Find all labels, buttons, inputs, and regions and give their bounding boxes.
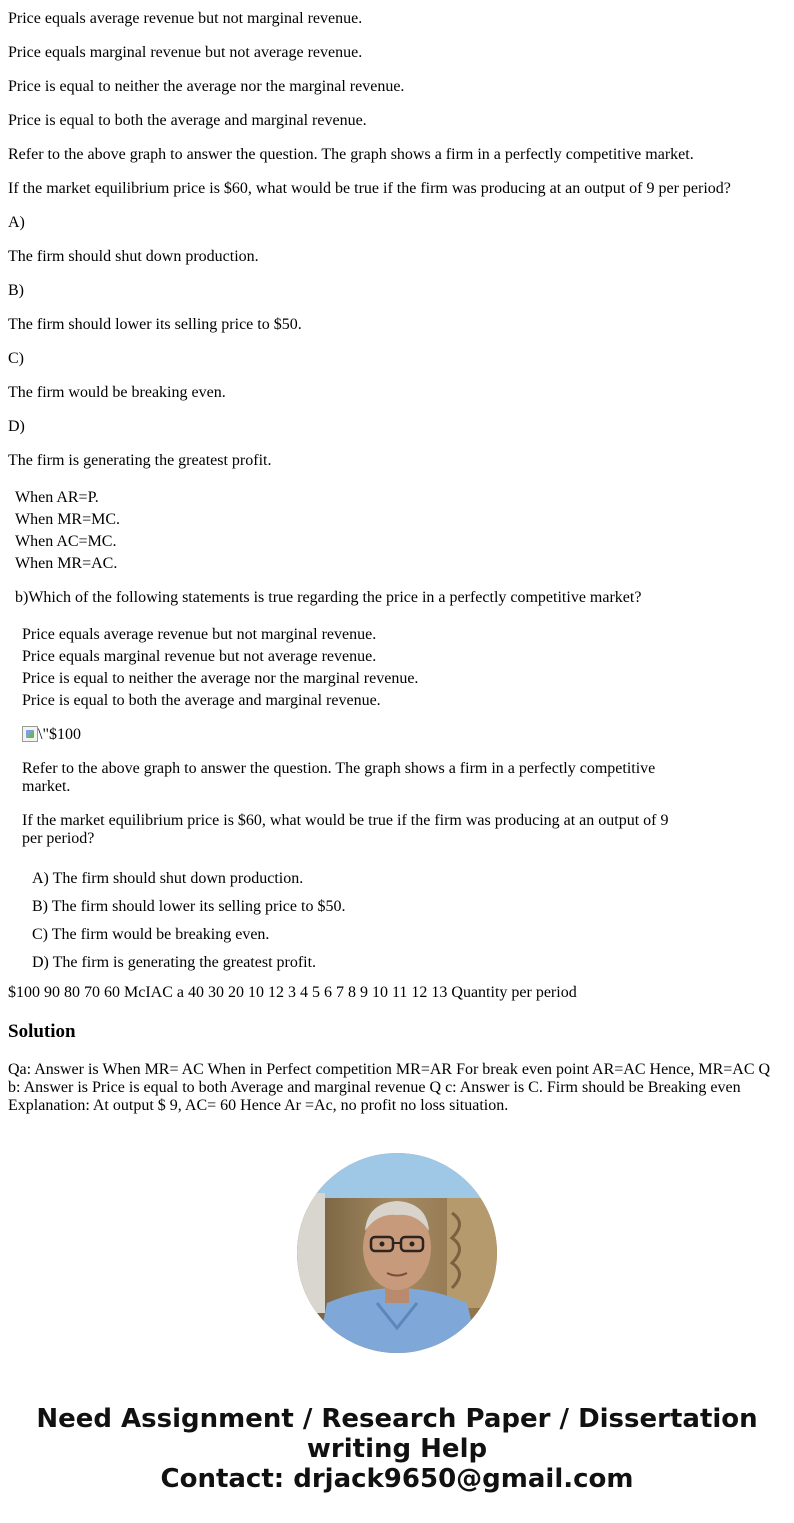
top-choice-c-text: The firm would be breaking even. bbox=[8, 384, 226, 401]
question-c-question: If the market equilibrium price is $60, what would be true if the firm was producing at an output of 9 per period? bbox=[22, 812, 669, 847]
promo-line-2: writing Help bbox=[306, 1434, 488, 1464]
question-c-choice-d: D) The firm is generating the greatest profit. bbox=[32, 954, 317, 971]
question-a-option: When AC=MC. bbox=[15, 533, 117, 550]
promo-banner bbox=[0, 1404, 794, 1494]
top-choice-d-letter: D) bbox=[8, 418, 25, 435]
top-option-2: Price equals marginal revenue but not average revenue. bbox=[8, 44, 363, 61]
question-a-option: When MR=AC. bbox=[15, 555, 118, 572]
solution-heading: Solution bbox=[8, 1021, 76, 1042]
promo-contact: Contact: drjack9650@gmail.com bbox=[160, 1464, 634, 1494]
top-choice-b-text: The firm should lower its selling price to $50. bbox=[8, 316, 302, 333]
question-c-choice-c: C) The firm would be breaking even. bbox=[32, 926, 270, 943]
promo-line-1: Need Assignment / Research Paper / Dissertation bbox=[36, 1404, 758, 1434]
avatar-portrait bbox=[297, 1153, 497, 1353]
graph-text-dump: $100 90 80 70 60 McIAC a 40 30 20 10 12 3 4 5 6 7 8 9 10 11 12 13 Quantity per period bbox=[8, 984, 577, 1001]
question-c-choice-b: B) The firm should lower its selling price to $50. bbox=[32, 898, 346, 915]
author-avatar bbox=[297, 1153, 497, 1353]
question-b-option: Price equals marginal revenue but not average revenue. bbox=[22, 648, 377, 665]
question-a-options bbox=[15, 489, 120, 577]
top-choice-d-text: The firm is generating the greatest profit. bbox=[8, 452, 272, 469]
solution-body: Qa: Answer is When MR= AC When in Perfect competition MR=AR For break even point AR=AC Hence, MR=AC Q b: Answer is Price is equal to both Average and marginal revenue Q c: Answer is C. Firm should be Breaking even Explanation: At output $ 9, AC= 60 Hence Ar =Ac, no profit no loss situation. bbox=[8, 1061, 771, 1114]
question-b-option: Price is equal to neither the average nor the marginal revenue. bbox=[22, 670, 419, 687]
question-a-option: When MR=MC. bbox=[15, 511, 121, 528]
question-b-option: Price equals average revenue but not marginal revenue. bbox=[22, 626, 377, 643]
top-graph-intro: Refer to the above graph to answer the question. The graph shows a firm in a perfectly competitive market. bbox=[8, 146, 694, 163]
top-option-4: Price is equal to both the average and marginal revenue. bbox=[8, 112, 367, 129]
question-c-choice-a: A) The firm should shut down production. bbox=[32, 870, 304, 887]
top-choice-a-text: The firm should shut down production. bbox=[8, 248, 259, 265]
graph-alt-text: \"$100 bbox=[38, 726, 81, 743]
top-choice-c-letter: C) bbox=[8, 350, 24, 367]
top-choice-a-letter: A) bbox=[8, 214, 25, 231]
question-a-option: When AR=P. bbox=[15, 489, 99, 506]
question-c-choices bbox=[32, 870, 345, 982]
top-choice-b-letter: B) bbox=[8, 282, 24, 299]
graph-image-broken bbox=[22, 726, 81, 744]
question-b-option: Price is equal to both the average and marginal revenue. bbox=[22, 692, 381, 709]
top-option-1: Price equals average revenue but not marginal revenue. bbox=[8, 10, 363, 27]
question-c-intro: Refer to the above graph to answer the question. The graph shows a firm in a perfectly competitive market. bbox=[22, 760, 656, 795]
top-question: If the market equilibrium price is $60, what would be true if the firm was producing at an output of 9 per period? bbox=[8, 180, 731, 197]
broken-image-icon bbox=[22, 726, 38, 742]
question-b-options bbox=[22, 626, 418, 714]
top-option-3: Price is equal to neither the average nor the marginal revenue. bbox=[8, 78, 405, 95]
question-b-prompt: b)Which of the following statements is true regarding the price in a perfectly competitive market? bbox=[15, 589, 642, 606]
